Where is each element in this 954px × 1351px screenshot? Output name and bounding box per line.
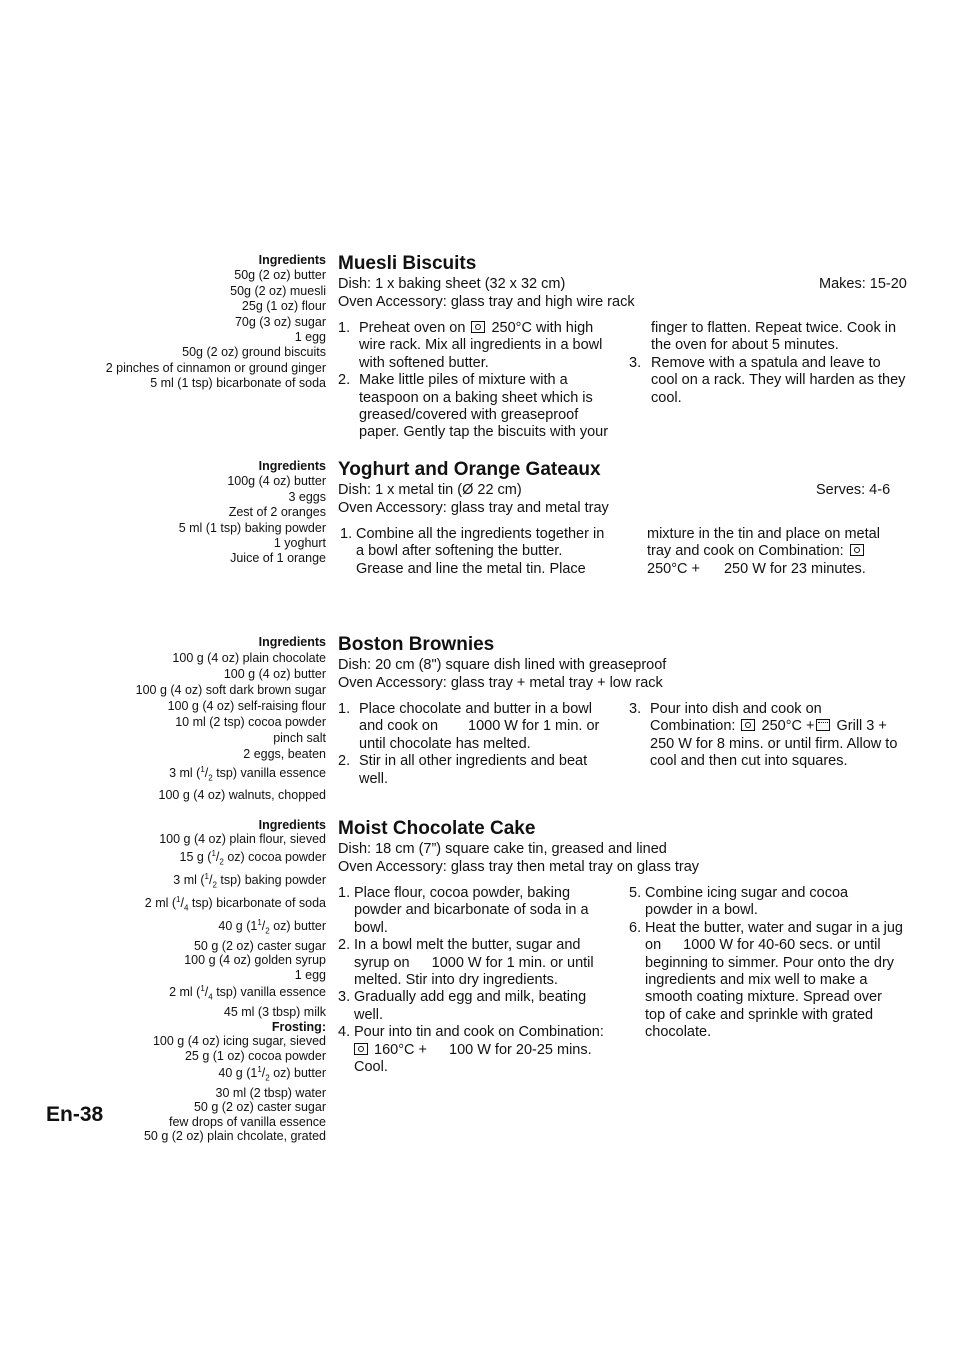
step-text: teaspoon on a baking sheet which is <box>359 389 593 406</box>
ingredient: 40 g ($1^1/_2$ oz) butter <box>218 1064 326 1083</box>
step-text: on <box>645 937 662 954</box>
ingredient: 1 egg <box>294 330 326 345</box>
method-column-right <box>629 701 919 771</box>
ingredients-list <box>26 818 326 1144</box>
fraction-numerator: 1 <box>257 918 262 927</box>
method-step <box>340 526 620 578</box>
step-text: with softened butter. <box>359 354 489 371</box>
step-text: 250 W for 23 minutes. <box>723 560 866 577</box>
dish-text: Dish: 1 x baking sheet (32 x 32 cm) <box>338 276 566 292</box>
ingredient: 1 yoghurt <box>273 536 326 551</box>
convection-fan-icon <box>850 544 864 556</box>
method-step <box>338 753 618 788</box>
ingredients-heading: Ingredients <box>258 635 326 649</box>
ingredient: 100 g (4 oz) plain flour, sieved <box>159 832 326 847</box>
method-step <box>338 701 618 753</box>
step-text: well. <box>359 770 389 787</box>
ingredient: 2 ml ($^1/_4$ tsp) vanilla essence <box>169 984 326 1002</box>
step-text: Make little piles of mixture with a <box>359 372 568 389</box>
convection-fan-icon <box>354 1043 368 1055</box>
ingredient: 100 g (4 oz) plain chocolate <box>172 651 326 665</box>
fraction-denominator: 4 <box>208 992 213 1002</box>
ingredient-text: tsp) baking powder <box>216 873 326 888</box>
method-steps <box>338 701 910 791</box>
ingredient: 10 ml (2 tsp) cocoa powder <box>175 715 326 729</box>
accessory-text: Oven Accessory: glass tray and high wire rack <box>338 294 635 310</box>
ingredient: 25 g (1 oz) cocoa powder <box>184 1048 326 1063</box>
step-number: 2. <box>338 937 351 954</box>
step-text: greased/covered with greaseproof <box>359 407 579 424</box>
ingredient-text: tsp) bicarbonate of soda <box>188 896 326 911</box>
method-column-left <box>338 885 618 1076</box>
ingredients-list <box>26 634 326 803</box>
method-column-left <box>338 701 618 788</box>
step-text: finger to flatten. Repeat twice. Cook in <box>651 320 897 336</box>
step-text: until chocolate has melted. <box>359 735 531 752</box>
step-text: Pour into dish and cook on <box>650 701 822 717</box>
fraction-denominator: 2 <box>219 857 224 867</box>
step-text: 100 W for 20-25 mins. <box>449 1041 592 1058</box>
ingredient-text: 2 ml ( <box>144 896 177 911</box>
ingredients-list <box>26 459 326 567</box>
step-text: Heat the butter, water and sugar in a jug <box>645 919 903 936</box>
method-step <box>338 937 618 989</box>
step-text: Pour into tin and cook on Combination: <box>354 1024 604 1041</box>
ingredient: 100 g (4 oz) icing sugar, sieved <box>152 1034 326 1049</box>
method-step <box>338 372 618 442</box>
step-number: 6. <box>629 919 642 936</box>
method-step <box>338 1024 618 1076</box>
fraction-numerator: 1 <box>200 765 205 774</box>
step-text: mixture in the tin and place on metal <box>647 526 880 542</box>
fraction-numerator: 1 <box>204 871 209 881</box>
method-column-left <box>340 526 620 578</box>
recipe-body <box>338 634 910 791</box>
ingredient: 100 g (4 oz) walnuts, chopped <box>158 787 326 802</box>
fraction-denominator: 2 <box>208 773 213 783</box>
ingredient-text: 3 ml ( <box>169 766 201 781</box>
dish-line <box>338 481 910 499</box>
ingredient: 40 g ($1^1/_2$ oz) butter <box>218 918 326 936</box>
ingredient: 3 eggs <box>288 489 326 504</box>
ingredient: 1 egg <box>294 967 326 982</box>
step-number: 5. <box>629 885 642 901</box>
step-text: 1000 W for 1 min. or <box>468 718 600 735</box>
ingredient: 2 pinches of cinnamon or ground ginger <box>105 360 326 375</box>
ingredient: 30 ml (2 tbsp) water <box>215 1086 326 1101</box>
ingredient-text: oz) butter <box>269 1066 326 1081</box>
step-text: Remove with a spatula and leave to <box>651 354 881 371</box>
recipe-title: Boston Brownies <box>338 634 495 655</box>
ingredient: 50 g (2 oz) caster sugar <box>193 1100 326 1115</box>
fraction-denominator: 2 <box>265 926 270 936</box>
step-text: Place flour, cocoa powder, baking <box>354 885 571 901</box>
step-text: melted. Stir into dry ingredients. <box>354 972 558 989</box>
frosting-heading: Frosting: <box>271 1019 326 1034</box>
ingredient: 2 ml ($^1/_4$ tsp) bicarbonate of soda <box>144 894 326 913</box>
method-step <box>338 989 618 1024</box>
dish-text: Dish: 20 cm (8") square dish lined with greaseproof <box>338 657 667 673</box>
step-number: 1. <box>338 320 351 336</box>
step-text: Stir in all other ingredients and beat <box>359 753 588 770</box>
step-text: 160°C + <box>374 1041 427 1058</box>
ingredient-text: 3 ml ( <box>173 873 205 888</box>
step-text: well. <box>354 1006 384 1023</box>
ingredient: 5 ml (1 tsp) bicarbonate of soda <box>150 376 326 391</box>
method-step-continued <box>629 320 919 355</box>
method-step <box>338 320 618 372</box>
step-text: Combination: <box>650 718 736 735</box>
ingredient: 2 eggs, beaten <box>243 747 326 761</box>
method-step <box>629 920 909 1042</box>
convection-fan-icon <box>471 321 485 333</box>
fraction-numerator: 1 <box>200 984 205 994</box>
step-text: a bowl after softening the butter. <box>356 543 563 560</box>
ingredient-text: oz) butter <box>269 919 326 934</box>
step-text: cool on a rack. They will harden as they <box>651 372 906 389</box>
step-number: 3. <box>338 989 351 1006</box>
recipe-title: Yoghurt and Orange Gateaux <box>338 459 601 480</box>
ingredient: 50g (2 oz) ground biscuits <box>182 345 326 360</box>
ingredient-text: 40 g (1 <box>218 1066 258 1081</box>
method-step <box>629 885 909 920</box>
step-text: smooth coating mixture. Spread over <box>645 989 882 1006</box>
step-number: 1. <box>338 885 351 901</box>
fraction-numerator: 1 <box>176 894 181 904</box>
step-text: syrup on <box>354 954 410 971</box>
step-text: wire rack. Mix all ingredients in a bowl <box>359 337 603 354</box>
method-steps <box>338 885 910 1075</box>
ingredient: 100 g (4 oz) soft dark brown sugar <box>135 683 326 697</box>
step-text: 250°C + <box>647 560 700 577</box>
accessory-text: Oven Accessory: glass tray and metal tray <box>338 500 609 516</box>
ingredient: 15 g ($^1/_2$ oz) cocoa powder <box>179 848 326 867</box>
ingredient: 50 g (2 oz) caster sugar <box>193 939 326 954</box>
recipe-title: Moist Chocolate Cake <box>338 818 536 839</box>
step-text: Place chocolate and butter in a bowl <box>359 701 592 717</box>
ingredient: Zest of 2 oranges <box>228 505 326 520</box>
step-text: 250 W for 8 mins. or until firm. Allow to <box>650 735 898 752</box>
ingredient-text: 40 g (1 <box>218 919 258 934</box>
method-steps <box>338 320 910 440</box>
ingredients-list <box>26 253 326 392</box>
fraction-numerator: 1 <box>211 848 216 858</box>
fraction-denominator: 2 <box>265 1073 270 1083</box>
step-text: Grill 3 + <box>836 718 887 735</box>
method-column-left <box>338 320 618 442</box>
step-text: 250°C with high <box>491 320 594 336</box>
ingredient: Juice of 1 orange <box>230 551 326 566</box>
dish-line <box>338 275 910 293</box>
recipe-body <box>338 253 910 440</box>
ingredient: 50g (2 oz) muesli <box>230 283 326 298</box>
ingredient: 3 ml ($^1/_2$ tsp) baking powder <box>173 871 326 890</box>
step-text: bowl. <box>354 919 388 936</box>
ingredient: 70g (3 oz) sugar <box>234 314 326 329</box>
ingredient: 45 ml (3 tbsp) milk <box>223 1005 326 1020</box>
ingredient: pinch salt <box>273 731 326 745</box>
grill-icon <box>816 719 830 731</box>
step-text: Combine all the ingredients together in <box>356 526 605 542</box>
step-text: cool and then cut into squares. <box>650 753 848 770</box>
step-text: 1000 W for 1 min. or until <box>431 954 594 971</box>
ingredient: 3 ml ($^1/_2$ tsp) vanilla essence <box>169 765 326 783</box>
ingredients-heading: Ingredients <box>258 818 326 832</box>
step-text: Grease and line the metal tin. Place <box>356 560 586 577</box>
method-column-right <box>629 320 919 407</box>
ingredient-text: 15 g ( <box>179 849 212 864</box>
recipe-title: Muesli Biscuits <box>338 253 477 274</box>
method-step <box>629 355 919 407</box>
method-step <box>629 701 919 771</box>
step-text: and cook on <box>359 718 439 735</box>
ingredient: 25g (1 oz) flour <box>241 299 326 314</box>
ingredients-heading: Ingredients <box>258 253 326 267</box>
step-text: 1000 W for 40-60 secs. or until <box>683 937 881 954</box>
fraction-numerator: 1 <box>257 1064 262 1074</box>
method-step <box>338 885 618 937</box>
yield-text: Serves: 4-6 <box>816 482 891 498</box>
step-text: Cool. <box>354 1059 388 1076</box>
step-text: beginning to simmer. Pour onto the dry <box>645 954 895 971</box>
step-text: In a bowl melt the butter, sugar and <box>354 937 581 954</box>
step-number: 2. <box>338 753 351 770</box>
method-column-right <box>629 885 909 1042</box>
method-column-right <box>647 526 907 578</box>
ingredients-heading: Ingredients <box>258 459 326 473</box>
step-text: 250°C + <box>761 718 815 735</box>
step-number: 3. <box>629 354 642 371</box>
fraction-denominator: 4 <box>183 903 189 913</box>
ingredient: 100 g (4 oz) butter <box>223 667 326 681</box>
step-text: ingredients and mix well to make a <box>645 972 868 989</box>
step-text: chocolate. <box>645 1024 712 1041</box>
step-text: Combine icing sugar and cocoa <box>645 885 849 901</box>
accessory-text: Oven Accessory: glass tray + metal tray + low rack <box>338 675 663 691</box>
ingredient-text: 2 ml ( <box>169 985 201 1000</box>
ingredient-text: tsp) vanilla essence <box>212 766 326 781</box>
step-number: 3. <box>629 701 642 717</box>
yield-text: Makes: 15-20 <box>819 276 907 292</box>
ingredient-text: oz) cocoa powder <box>223 849 326 864</box>
dish-text: Dish: 1 x metal tin (Ø 22 cm) <box>338 482 522 498</box>
ingredient: 50 g (2 oz) plain chcolate, grated <box>143 1129 326 1144</box>
step-text: the oven for about 5 minutes. <box>651 337 839 354</box>
step-text: cool. <box>651 389 682 406</box>
method-steps <box>338 526 910 586</box>
step-text: powder in a bowl. <box>645 902 758 919</box>
step-text: top of cake and sprinkle with grated <box>645 1006 874 1023</box>
step-text: Preheat oven on <box>359 320 466 336</box>
fraction-denominator: 2 <box>212 880 217 890</box>
recipe-body <box>338 459 910 586</box>
ingredient: 100 g (4 oz) golden syrup <box>184 953 326 968</box>
step-text: paper. Gently tap the biscuits with your <box>359 424 609 441</box>
ingredient: 100g (4 oz) butter <box>227 474 326 489</box>
step-text: tray and cook on Combination: <box>647 543 844 560</box>
step-text: powder and bicarbonate of soda in a <box>354 902 589 919</box>
convection-fan-icon <box>741 719 755 731</box>
page-number: En-38 <box>46 1103 104 1126</box>
ingredient: 100 g (4 oz) self-raising flour <box>167 699 326 713</box>
ingredient: 5 ml (1 tsp) baking powder <box>178 520 326 535</box>
step-number: 1. <box>338 701 351 717</box>
step-number: 4. <box>338 1024 351 1041</box>
recipe-body <box>338 818 910 1075</box>
dish-text: Dish: 18 cm (7”) square cake tin, greased and lined <box>338 841 667 857</box>
ingredient-text: tsp) vanilla essence <box>212 985 326 1000</box>
ingredient: 50g (2 oz) butter <box>234 268 326 283</box>
ingredient: few drops of vanilla essence <box>168 1114 326 1129</box>
step-number: 2. <box>338 372 351 389</box>
accessory-text: Oven Accessory: glass tray then metal tray on glass tray <box>338 859 700 875</box>
step-number: 1. <box>340 526 353 542</box>
step-text: Gradually add egg and milk, beating <box>354 989 587 1006</box>
